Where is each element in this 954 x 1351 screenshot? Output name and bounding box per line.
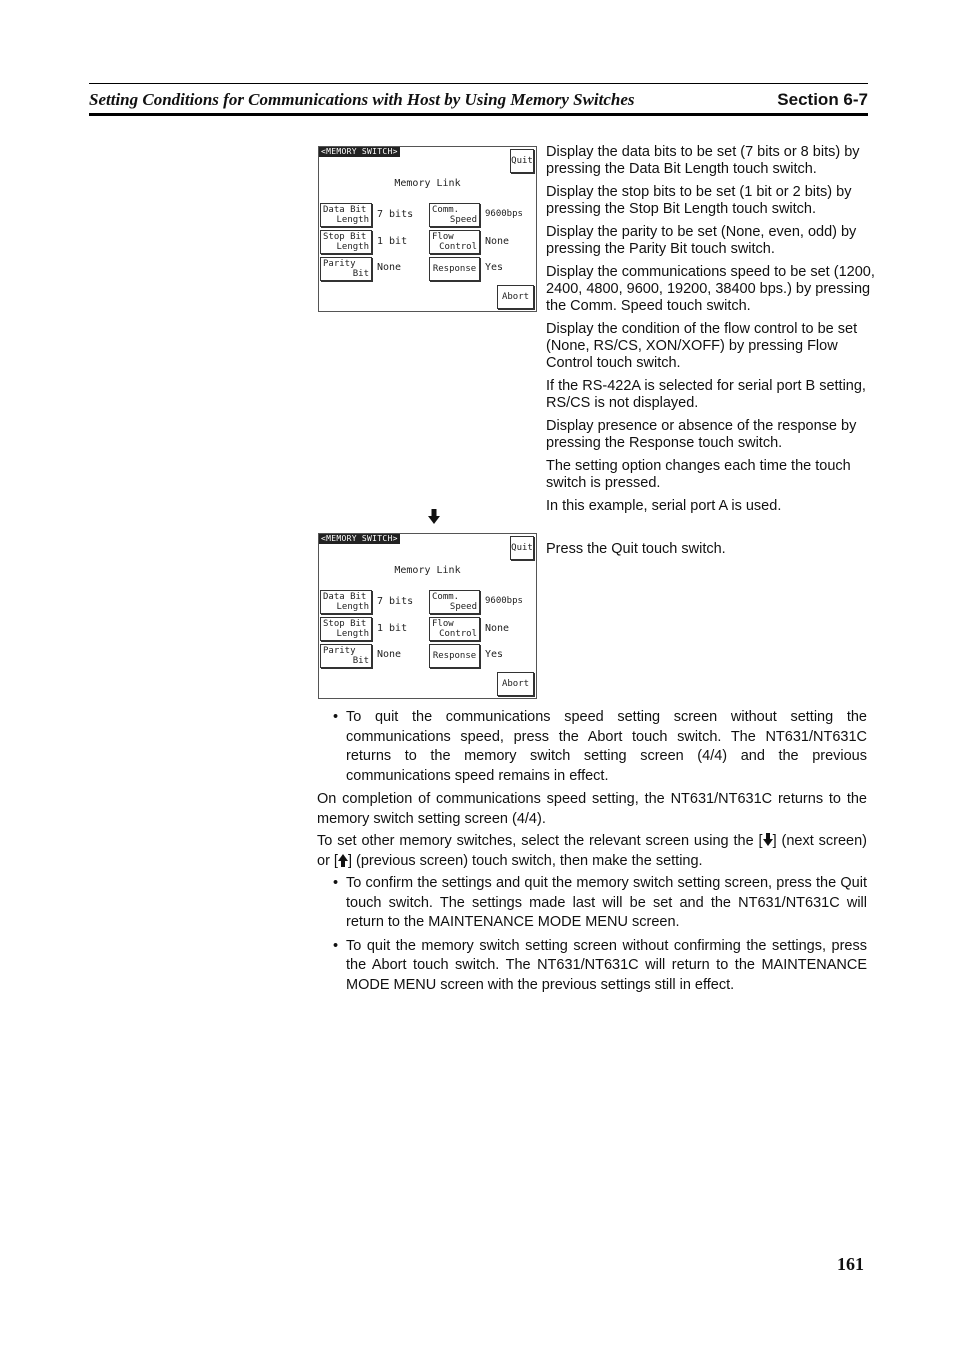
memory-switch-screen-1: [318, 146, 537, 312]
data-bit-value: 7 bits: [377, 209, 414, 220]
arrow-down-icon: [428, 509, 440, 525]
previous-screen-arrow-icon: [338, 853, 348, 867]
desc-flow-control: Display the condition of the flow control to be set (None, RS/CS, XON/XOFF) by pressing Flow Control touch switch.: [546, 321, 858, 371]
data-bit-length-button[interactable]: [320, 203, 372, 227]
bullet-abort-settings: [317, 937, 867, 996]
para2-part-c: ] (previous screen) touch switch, then make the setting.: [347, 852, 703, 869]
bullet-abort-speed: [317, 708, 867, 786]
data-bit-label-2: Length: [336, 215, 369, 225]
flow-control-button[interactable]: [429, 617, 480, 641]
screen-title: <MEMORY SWITCH>: [321, 147, 398, 156]
step2-description: [546, 541, 876, 564]
desc-rs422a-note: If the RS-422A is selected for serial port B setting, RS/CS is not displayed.: [546, 378, 866, 411]
desc-data-bit: Display the data bits to be set (7 bits or 8 bits) by pressing the Data Bit Length touch switch.: [546, 144, 860, 177]
flow-control-label-2: Control: [439, 242, 477, 252]
abort-button[interactable]: [497, 672, 534, 696]
desc-toggle-note: The setting option changes each time the touch switch is pressed.: [546, 458, 851, 491]
bullet-text: To quit the memory switch setting screen without confirming the settings, press the Abort touch switch. The NT631/NT631C will return to the MAINTENANCE MODE MENU screen with the previous settings still in effect.: [346, 937, 867, 993]
response-button[interactable]: [429, 257, 480, 281]
parity-value: None: [377, 649, 402, 660]
stop-bit-label-1: Stop Bit: [323, 619, 367, 629]
response-value: Yes: [485, 649, 504, 660]
parity-label-2: Bit: [352, 656, 369, 666]
parity-bit-button[interactable]: [320, 644, 372, 668]
bullet-dot: •: [333, 709, 339, 725]
para2-part-a: To set other memory switches, select the relevant screen using the [: [317, 833, 763, 849]
memory-switch-screen-2: [318, 533, 537, 699]
parity-bit-button[interactable]: [320, 257, 372, 281]
header-section: Section 6-7: [777, 90, 868, 109]
page-header: [89, 90, 868, 112]
stop-bit-value: 1 bit: [377, 236, 408, 247]
data-bit-label-2: Length: [336, 602, 369, 612]
data-bit-length-button[interactable]: [320, 590, 372, 614]
desc-comm-speed: Display the communications speed to be set (1200, 2400, 4800, 9600, 19200, 38400 bps.) by pressing the Comm. Speed touch switch.: [546, 264, 875, 314]
stop-bit-label-1: Stop Bit: [323, 232, 367, 242]
flow-control-value: None: [485, 623, 510, 634]
data-bit-label-1: Data Bit: [323, 205, 367, 215]
abort-label: Abort: [501, 292, 530, 302]
screen-subtitle: Memory Link: [394, 565, 461, 576]
body-text: [317, 708, 867, 999]
paragraph-other-switches: [317, 832, 867, 871]
para2-part-b: ] (next screen) or [: [317, 833, 867, 869]
bullet-text: To quit the communications speed setting screen without setting the communications speed, press the Abort touch switch. The NT631/NT631C returns to the memory switch setting screen (4/4) and the previous communications speed remains in effect.: [346, 709, 867, 784]
comm-speed-value: 9600bps: [485, 209, 523, 219]
bullet-dot: •: [333, 937, 339, 954]
comm-speed-button[interactable]: [429, 590, 480, 614]
screen-subtitle: Memory Link: [394, 178, 461, 189]
parity-label-1: Parity: [323, 646, 356, 656]
comm-speed-value: 9600bps: [485, 596, 523, 606]
stop-bit-length-button[interactable]: [320, 230, 372, 254]
quit-button[interactable]: [510, 149, 534, 173]
next-screen-arrow-icon: [763, 833, 773, 847]
header-title: Setting Conditions for Communications with Host by Using Memory Switches: [89, 90, 635, 109]
flow-control-label-1: Flow: [432, 619, 454, 629]
response-label: Response: [432, 264, 477, 274]
screen-title: <MEMORY SWITCH>: [321, 534, 398, 543]
parity-label-1: Parity: [323, 259, 356, 269]
abort-button[interactable]: [497, 285, 534, 309]
flow-control-button[interactable]: [429, 230, 480, 254]
header-rule-bottom: [89, 113, 868, 116]
bullet-dot: •: [333, 875, 339, 891]
stop-bit-label-2: Length: [336, 242, 369, 252]
desc-port-note: In this example, serial port A is used.: [546, 498, 782, 514]
comm-speed-label-2: Speed: [449, 602, 477, 612]
response-value: Yes: [485, 262, 504, 273]
parity-label-2: Bit: [352, 269, 369, 279]
data-bit-label-1: Data Bit: [323, 592, 367, 602]
comm-speed-label-1: Comm.: [432, 592, 460, 602]
stop-bit-label-2: Length: [336, 629, 369, 639]
stop-bit-length-button[interactable]: [320, 617, 372, 641]
page-number: 161: [837, 1254, 864, 1274]
header-rule-top: [89, 83, 868, 84]
desc-parity: Display the parity to be set (None, even, odd) by pressing the Parity Bit touch switch.: [546, 224, 857, 257]
flow-control-label-2: Control: [439, 629, 477, 639]
bullet-text: To confirm the settings and quit the memory switch setting screen, press the Quit touch switch. The settings made last will be set and the NT631/NT631C will return to the MAINTENANCE MODE MENU screen.: [346, 875, 867, 930]
quit-label: Quit: [511, 543, 533, 553]
comm-speed-label-1: Comm.: [432, 205, 460, 215]
flow-control-label-1: Flow: [432, 232, 454, 242]
desc-press-quit: Press the Quit touch switch.: [546, 541, 726, 557]
paragraph-completion: On completion of communications speed setting, the NT631/NT631C returns to the memory switch setting screen (4/4).: [317, 791, 867, 827]
data-bit-value: 7 bits: [377, 596, 414, 607]
desc-stop-bit: Display the stop bits to be set (1 bit or 2 bits) by pressing the Stop Bit Length touch switch.: [546, 184, 852, 217]
stop-bit-value: 1 bit: [377, 623, 408, 634]
flow-control-value: None: [485, 236, 510, 247]
abort-label: Abort: [501, 679, 530, 689]
quit-button[interactable]: [510, 536, 534, 560]
parity-value: None: [377, 262, 402, 273]
response-button[interactable]: [429, 644, 480, 668]
response-label: Response: [432, 651, 477, 661]
desc-response: Display presence or absence of the response by pressing the Response touch switch.: [546, 418, 857, 451]
comm-speed-label-2: Speed: [449, 215, 477, 225]
quit-label: Quit: [511, 156, 533, 166]
comm-speed-button[interactable]: [429, 203, 480, 227]
bullet-quit-confirm: [317, 874, 867, 933]
step1-descriptions: [546, 144, 876, 521]
